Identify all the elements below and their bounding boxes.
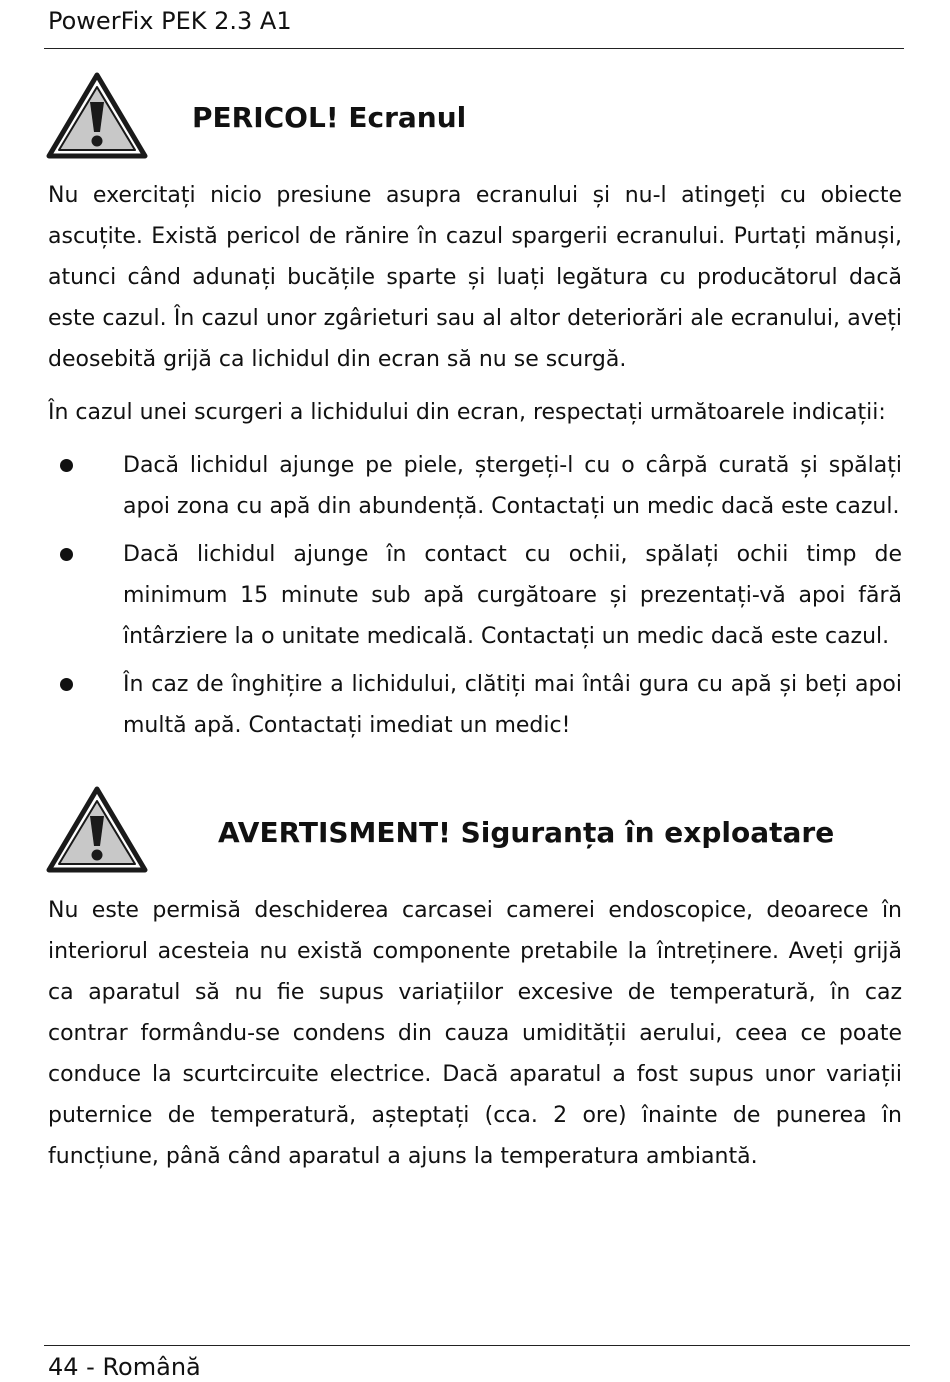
page-number: 44 - Română [48, 1353, 201, 1381]
list-item [48, 445, 902, 527]
warning-triangle-icon [46, 786, 148, 874]
danger-paragraph: Nu exercitați nicio presiune asupra ecranului și nu-l atingeți cu obiecte ascuțite. Există pericol de rănire în cazul spargerii ecranului. Purtați mănuși, atunci când adunați bucățile sparte și luați legătura cu producătorul dacă este cazul. În cazul unor zgârieturi sau al altor deteriorări ale ecranului, aveți deosebită grijă ca lichidul din ecran să nu se scurgă. [48, 183, 902, 372]
header-divider [44, 48, 904, 49]
bullet-icon [60, 678, 73, 691]
list-item [48, 664, 902, 746]
bullet-icon [60, 548, 73, 561]
warning-triangle-icon [46, 72, 148, 160]
list-item [48, 534, 902, 657]
page-header: PowerFix PEK 2.3 A1 [48, 7, 292, 35]
warning-paragraph: Nu este permisă deschiderea carcasei camerei endoscopice, deoarece în interiorul acesteia nu există componente pretabile la întreținere. Aveți grijă ca aparatul să nu fie supus variațiilor excesive de temperatură, în caz contrar formându-se condens din cauza umidității aerului, ceea ce poate conduce la scurtcircuite electrice. Dacă aparatul a fost supus unor variații puternice de temperatură, așteptați (cca. 2 ore) înainte de punerea în funcțiune, până când aparatul a ajuns la temperatura ambiantă. [48, 898, 902, 1169]
footer-divider [44, 1345, 910, 1346]
bullet-icon [60, 459, 73, 472]
leak-instructions-list [48, 445, 902, 753]
leak-instructions-intro: În cazul unei scurgeri a lichidului din ecran, respectați următoarele indicații: [48, 400, 886, 425]
list-item-text: În caz de înghițire a lichidului, clătiți mai întâi gura cu apă și beți apoi multă apă. Contactați imediat un medic! [123, 672, 902, 738]
list-item-text: Dacă lichidul ajunge pe piele, ștergeți-l cu o cârpă curată și spălați apoi zona cu apă din abundență. Contactați un medic dacă este cazul. [123, 453, 902, 519]
section-title-danger: PERICOL! Ecranul [192, 101, 467, 134]
list-item-text: Dacă lichidul ajunge în contact cu ochii, spălați ochii timp de minimum 15 minute sub apă curgătoare și prezentați-vă apoi fără întârziere la o unitate medicală. Contactați un medic dacă este cazul. [123, 542, 902, 649]
section-title-warning: AVERTISMENT! Siguranța în exploatare [218, 816, 835, 849]
